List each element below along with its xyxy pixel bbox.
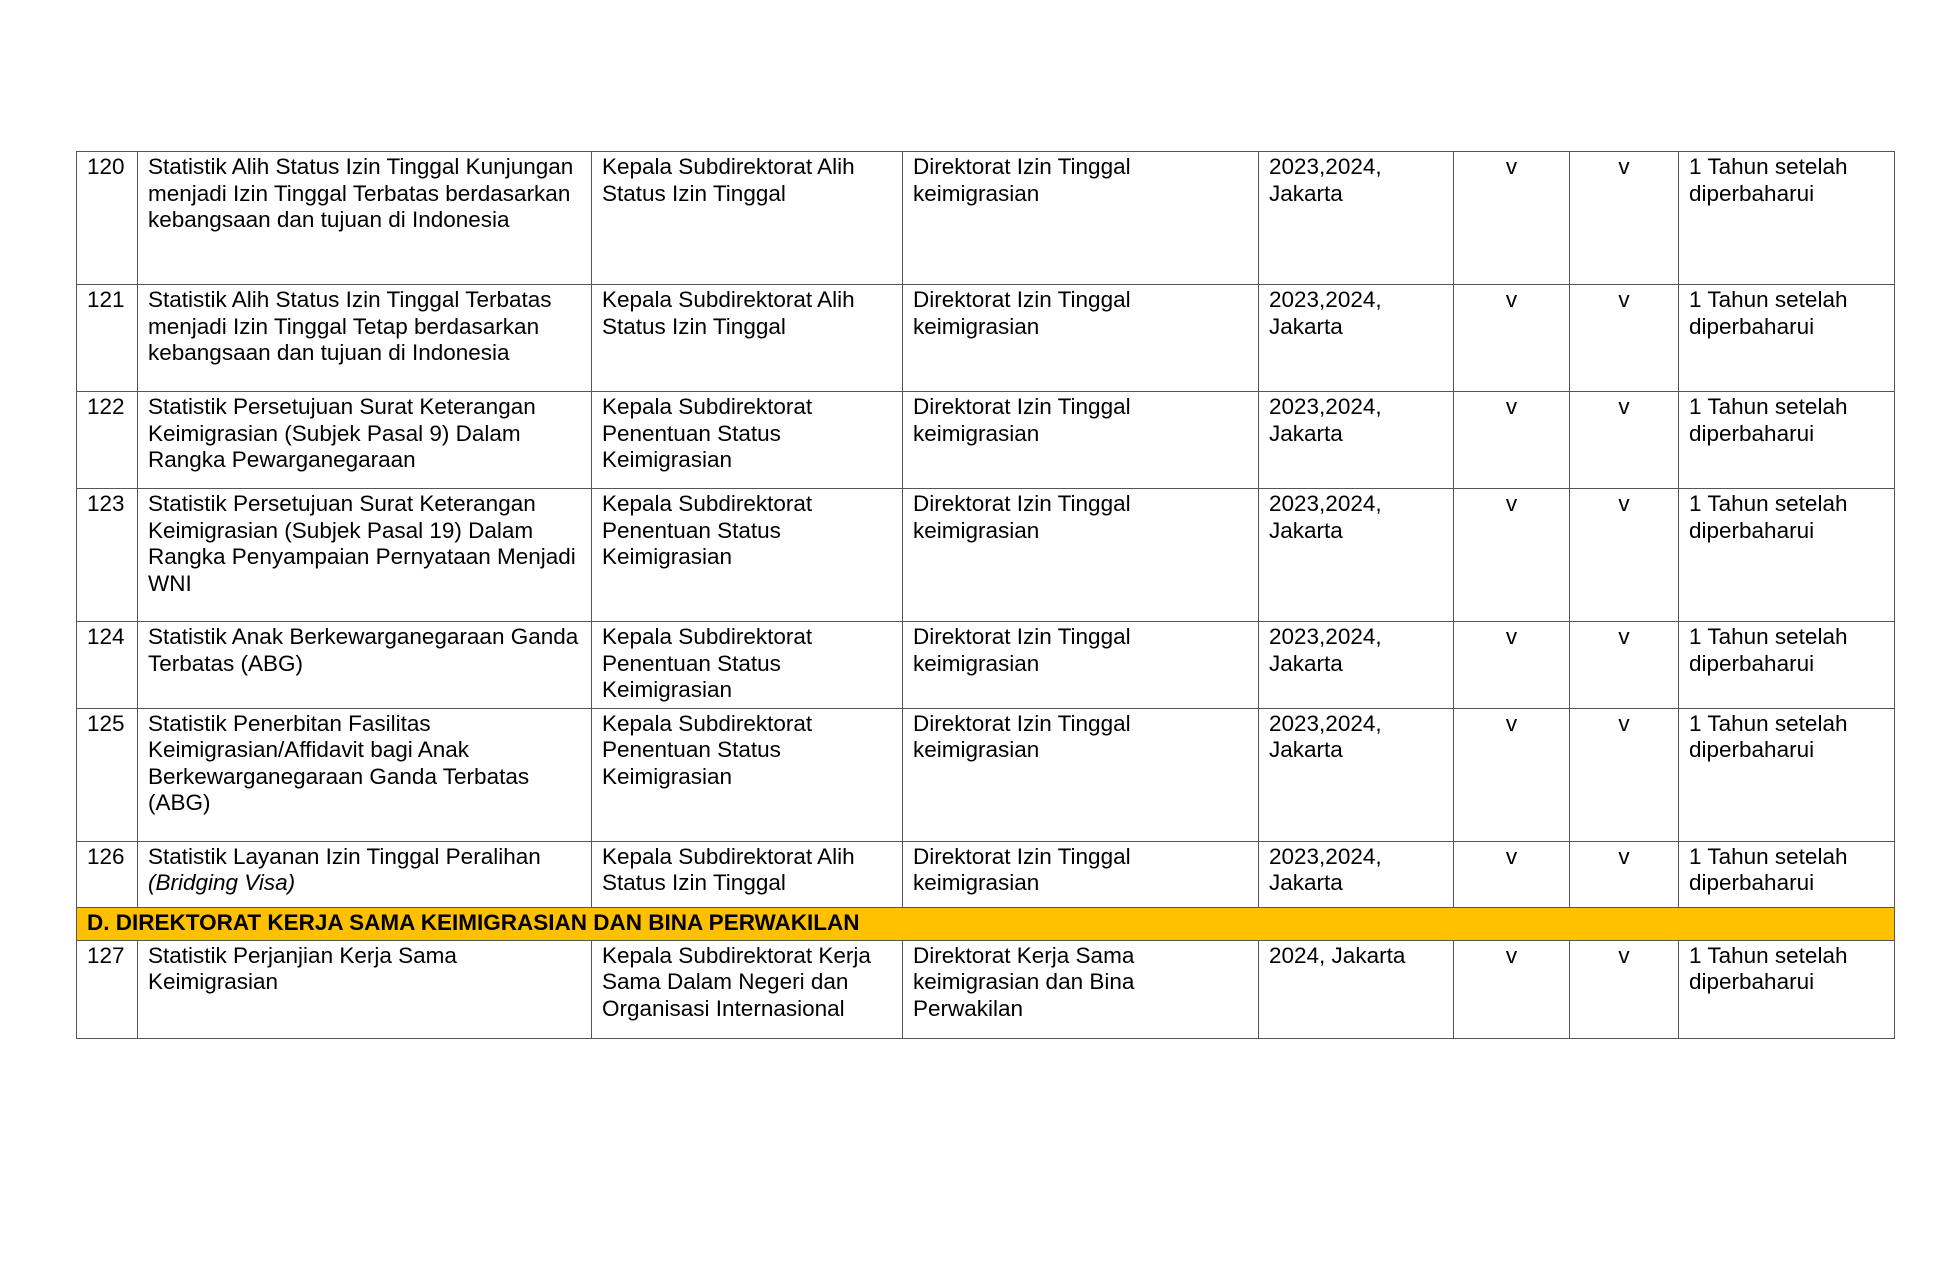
statistic-title: Statistik Anak Berkewarganegaraan Ganda Terbatas (ABG): [138, 622, 592, 709]
check-mark: v: [1570, 152, 1679, 285]
check-mark: v: [1454, 392, 1570, 489]
table-row: [77, 622, 1895, 709]
statistic-title: Statistik Layanan Izin Tinggal Peralihan (Bridging Visa): [138, 841, 592, 907]
statistic-title: Statistik Alih Status Izin Tinggal Kunjungan menjadi Izin Tinggal Terbatas berdasarkan kebangsaan dan tujuan di Indonesia: [138, 152, 592, 285]
check-mark: v: [1570, 841, 1679, 907]
table-row: [77, 285, 1895, 392]
update-period: 1 Tahun setelah diperbaharui: [1679, 152, 1895, 285]
year-place: 2023,2024, Jakarta: [1259, 841, 1454, 907]
statistic-title: Statistik Persetujuan Surat Keterangan Keimigrasian (Subjek Pasal 19) Dalam Rangka Penyampaian Pernyataan Menjadi WNI: [138, 489, 592, 622]
year-place: 2023,2024, Jakarta: [1259, 285, 1454, 392]
check-mark: v: [1570, 285, 1679, 392]
responsible-officer: Kepala Subdirektorat Alih Status Izin Tinggal: [592, 285, 903, 392]
table-row: [77, 841, 1895, 907]
table-row: [77, 708, 1895, 841]
year-place: 2023,2024, Jakarta: [1259, 392, 1454, 489]
responsible-officer: Kepala Subdirektorat Kerja Sama Dalam Negeri dan Organisasi Internasional: [592, 940, 903, 1038]
row-number: 120: [77, 152, 138, 285]
check-mark: v: [1570, 622, 1679, 709]
responsible-officer: Kepala Subdirektorat Penentuan Status Keimigrasian: [592, 622, 903, 709]
table-row: [77, 489, 1895, 622]
statistic-title: Statistik Perjanjian Kerja Sama Keimigrasian: [138, 940, 592, 1038]
year-place: 2023,2024, Jakarta: [1259, 708, 1454, 841]
update-period: 1 Tahun setelah diperbaharui: [1679, 622, 1895, 709]
responsible-officer: Kepala Subdirektorat Penentuan Status Keimigrasian: [592, 708, 903, 841]
responsible-officer: Kepala Subdirektorat Alih Status Izin Tinggal: [592, 152, 903, 285]
row-number: 125: [77, 708, 138, 841]
statistic-title: Statistik Penerbitan Fasilitas Keimigrasian/Affidavit bagi Anak Berkewarganegaraan Ganda Terbatas (ABG): [138, 708, 592, 841]
row-number: 124: [77, 622, 138, 709]
check-mark: v: [1454, 152, 1570, 285]
check-mark: v: [1454, 622, 1570, 709]
update-period: 1 Tahun setelah diperbaharui: [1679, 841, 1895, 907]
responsible-officer: Kepala Subdirektorat Penentuan Status Keimigrasian: [592, 489, 903, 622]
update-period: 1 Tahun setelah diperbaharui: [1679, 392, 1895, 489]
check-mark: v: [1570, 708, 1679, 841]
statistics-table: [76, 151, 1895, 1039]
check-mark: v: [1570, 489, 1679, 622]
section-heading-row: [77, 907, 1895, 940]
directorate: Direktorat Izin Tinggal keimigrasian: [903, 489, 1259, 622]
directorate: Direktorat Izin Tinggal keimigrasian: [903, 708, 1259, 841]
row-number: 123: [77, 489, 138, 622]
check-mark: v: [1570, 392, 1679, 489]
year-place: 2023,2024, Jakarta: [1259, 489, 1454, 622]
table-row: [77, 392, 1895, 489]
statistic-title-italic: (Bridging Visa): [148, 870, 296, 895]
directorate: Direktorat Izin Tinggal keimigrasian: [903, 152, 1259, 285]
row-number: 127: [77, 940, 138, 1038]
directorate: Direktorat Izin Tinggal keimigrasian: [903, 392, 1259, 489]
directorate: Direktorat Izin Tinggal keimigrasian: [903, 285, 1259, 392]
year-place: 2023,2024, Jakarta: [1259, 622, 1454, 709]
update-period: 1 Tahun setelah diperbaharui: [1679, 940, 1895, 1038]
responsible-officer: Kepala Subdirektorat Alih Status Izin Tinggal: [592, 841, 903, 907]
table-row: [77, 152, 1895, 285]
check-mark: v: [1454, 489, 1570, 622]
check-mark: v: [1454, 940, 1570, 1038]
section-heading: D. DIREKTORAT KERJA SAMA KEIMIGRASIAN DAN BINA PERWAKILAN: [77, 907, 1895, 940]
directorate: Direktorat Kerja Sama keimigrasian dan Bina Perwakilan: [903, 940, 1259, 1038]
row-number: 126: [77, 841, 138, 907]
year-place: 2023,2024, Jakarta: [1259, 152, 1454, 285]
year-place: 2024, Jakarta: [1259, 940, 1454, 1038]
table-row: [77, 940, 1895, 1038]
statistic-title: Statistik Alih Status Izin Tinggal Terbatas menjadi Izin Tinggal Tetap berdasarkan kebangsaan dan tujuan di Indonesia: [138, 285, 592, 392]
check-mark: v: [1570, 940, 1679, 1038]
responsible-officer: Kepala Subdirektorat Penentuan Status Keimigrasian: [592, 392, 903, 489]
row-number: 121: [77, 285, 138, 392]
check-mark: v: [1454, 708, 1570, 841]
check-mark: v: [1454, 285, 1570, 392]
statistic-title: Statistik Persetujuan Surat Keterangan Keimigrasian (Subjek Pasal 9) Dalam Rangka Pewarganegaraan: [138, 392, 592, 489]
update-period: 1 Tahun setelah diperbaharui: [1679, 285, 1895, 392]
row-number: 122: [77, 392, 138, 489]
check-mark: v: [1454, 841, 1570, 907]
update-period: 1 Tahun setelah diperbaharui: [1679, 708, 1895, 841]
directorate: Direktorat Izin Tinggal keimigrasian: [903, 841, 1259, 907]
update-period: 1 Tahun setelah diperbaharui: [1679, 489, 1895, 622]
directorate: Direktorat Izin Tinggal keimigrasian: [903, 622, 1259, 709]
